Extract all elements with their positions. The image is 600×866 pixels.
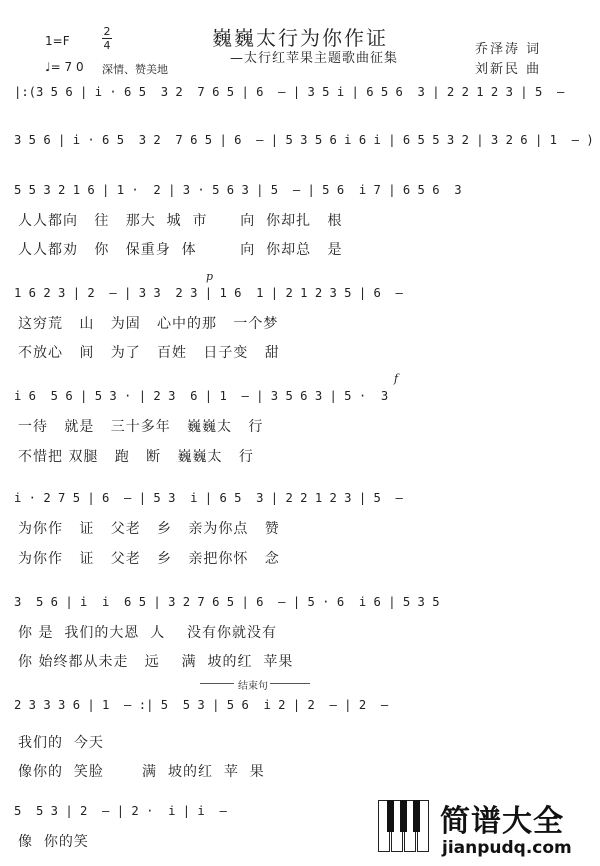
performance-instruction: 深情、赞美地 [102, 63, 168, 76]
lyric-line: 这穷荒 山 为固 心中的那 一个梦 [18, 316, 279, 332]
meter-top: 2 [103, 25, 111, 38]
notation-row: 5 5 3 | 2 — | 2 · i | i — [14, 804, 227, 818]
notation-row: 3 5 6 | i · 6 5 3 2 7 6 5 | 6 — | 5 3 5 6 i 6 i | 6 5 5 3 2 | 3 2 6 | 1 — ) [14, 133, 594, 147]
meter-bottom: 4 [103, 39, 111, 52]
lyric-line: 不放心 间 为了 百姓 日子变 甜 [18, 345, 280, 361]
notation-row: 5 5 3 2 1 6 | 1 · 2 | 3 · 5 6 3 | 5 — | 5 6 i 7 | 6 5 6 3 [14, 183, 462, 197]
lyric-line: 我们的 今天 [18, 735, 104, 751]
ending-marker: 结束句 [238, 681, 268, 692]
piano-icon [378, 800, 432, 852]
notation-row: |:(3 5 6 | i · 6 5 3 2 7 6 5 | 6 — | 3 5 i | 6 5 6 3 | 2 2 1 2 3 | 5 — [14, 85, 565, 99]
song-subtitle: —太行红苹果主题歌曲征集 [230, 51, 399, 66]
lyric-line: 你 是 我们的大恩 人 没有你就没有 [18, 625, 278, 641]
key-signature: 1=F [45, 34, 70, 48]
tempo-mark: ♩= 7 0 [45, 60, 84, 74]
notation-row: 3 5 6 | i i 6 5 | 3 2 7 6 5 | 6 — | 5 · 6 i 6 | 5 3 5 [14, 595, 440, 609]
dynamic-mark-forte: f [394, 372, 399, 385]
notation-row: i · 2 7 5 | 6 — | 5 3 i | 6 5 3 | 2 2 1 2 3 | 5 — [14, 491, 403, 505]
lyric-line: 像 你的笑 [18, 834, 89, 850]
ending-bracket-line [270, 683, 310, 684]
dynamic-mark-piano: p [206, 270, 214, 283]
lyric-line: 为你作 证 父老 乡 亲为你点 赞 [18, 521, 280, 537]
notation-row: 1 6 2 3 | 2 — | 3 3 2 3 | 1 6 1 | 2 1 2 3 5 | 6 — [14, 286, 403, 300]
lyric-line: 你 始终都从未走 远 满 坡的红 苹果 [18, 654, 294, 670]
watermark-site: jianpudq.com [442, 838, 572, 858]
lyric-line: 人人都劝 你 保重身 体 向 你却总 是 [18, 242, 343, 258]
notation-row: 2 3 3 3 6 | 1 — :| 5 5 3 | 5 6 i 2 | 2 — | 2 — [14, 698, 389, 712]
watermark-brand: 简谱大全 [440, 804, 564, 839]
ending-bracket-line [200, 683, 234, 684]
lyricist-credit: 乔泽涛 词 [475, 42, 542, 57]
lyric-line: 人人都向 往 那大 城 市 向 你却扎 根 [18, 213, 343, 229]
lyric-line: 像你的 笑脸 满 坡的红 苹 果 [18, 764, 265, 780]
lyric-line: 为你作 证 父老 乡 亲把你怀 念 [18, 551, 280, 567]
site-watermark [378, 796, 596, 862]
lyric-line: 不惜把 双腿 跑 断 巍巍太 行 [18, 449, 254, 465]
lyric-line: 一待 就是 三十多年 巍巍太 行 [18, 419, 264, 435]
song-title: 巍巍太行为你作证 [212, 26, 388, 50]
notation-row: i 6 5 6 | 5 3 · | 2 3 6 | 1 — | 3 5 6 3 | 5 · 3 [14, 389, 389, 403]
time-signature [102, 26, 112, 51]
composer-credit: 刘新民 曲 [475, 62, 542, 77]
